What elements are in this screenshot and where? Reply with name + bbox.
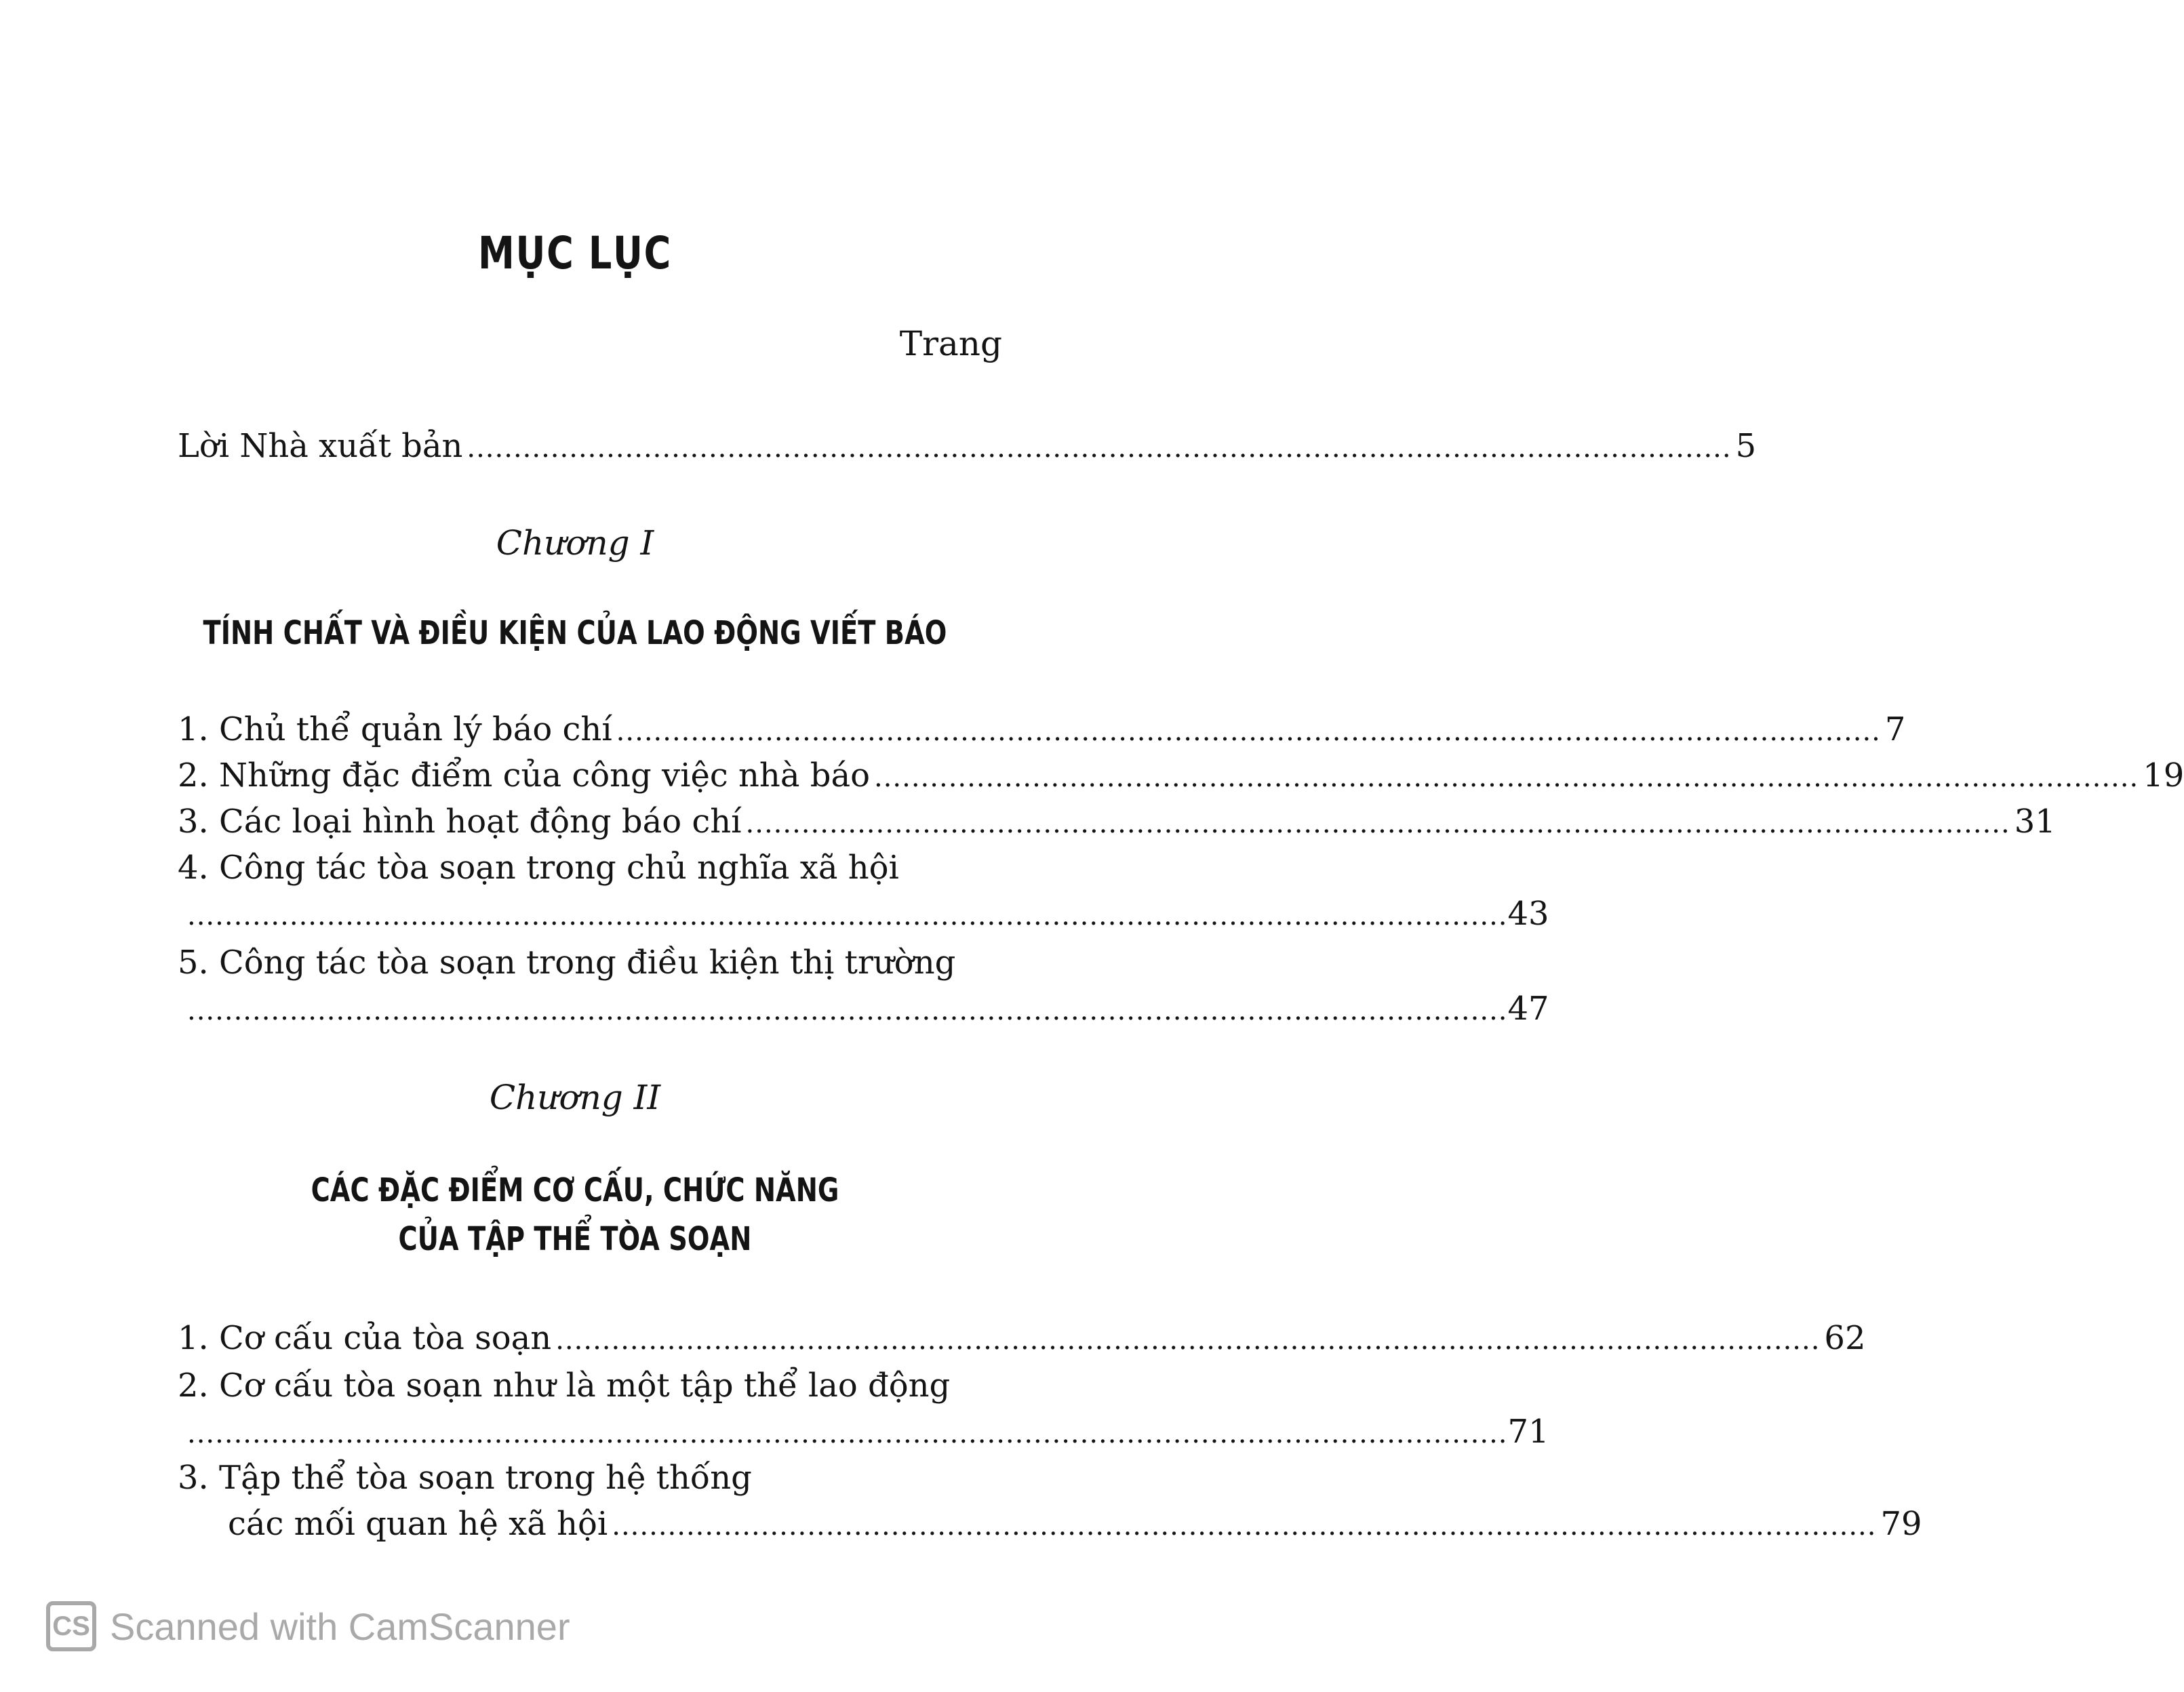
toc-entry-page: 43 [1507,895,1549,933]
toc-entry-label: các mối quan hệ xã hội [228,1505,608,1543]
toc-entry-label: Lời Nhà xuất bản [178,427,463,465]
chapter-heading [115,609,1035,658]
chapter-heading-line: TÍNH CHẤT VÀ ĐIỀU KIỆN CỦA LAO ĐỘNG VIẾT BÁO [203,614,947,652]
toc-entry-label: 5. Công tác tòa soạn trong điều kiện thị trường [178,944,956,982]
dot-leader: .............................................................................................................................................. [187,995,1508,1026]
dot-leader: ........................................................................................................................................ [612,1510,1877,1542]
toc-entry [178,1318,1866,1361]
toc-entry-page: 47 [1507,990,1549,1028]
toc-entry-preface [178,426,1757,468]
toc-entry-page: 5 [1735,427,1757,465]
toc-entry-label: 1. Cơ cấu của tòa soạn [178,1319,552,1357]
chapter-label: Chương I [496,523,654,563]
toc-entry [178,801,2056,844]
chapter-heading-line: CÁC ĐẶC ĐIỂM CƠ CẤU, CHỨC NĂNG [311,1171,839,1209]
toc-entry-page: 31 [2014,803,2056,841]
dot-leader: ........................................................................................................................................ [466,432,1732,464]
chapter-heading-line: CỦA TẬP THỂ TÒA SOẠN [398,1220,752,1258]
dot-leader: ........................................................................................................................................ [555,1325,1821,1356]
toc-entry-label: 3. Các loại hình hoạt động báo chí [178,803,742,841]
toc-entry-page: 79 [1880,1505,1922,1543]
toc-entry-label: 2. Cơ cấu tòa soạn như là một tập thể lao động [178,1367,951,1405]
chapter-label: Chương II [489,1078,661,1117]
page-column-label: Trang [899,324,1002,363]
toc-entry-continuation [187,1411,1549,1454]
dot-leader: ........................................................................................................................................ [745,808,2010,839]
watermark-text: Scanned with CamScanner [110,1605,570,1648]
dot-leader: ........................................................................................................................................ [873,762,2139,793]
chapter-heading [115,1166,1035,1264]
toc-entry [178,755,2184,798]
dot-leader: ........................................................................................................................................ [616,716,1881,747]
toc-entry-label: 1. Chủ thể quản lý báo chí [178,710,612,748]
toc-entry-continuation [228,1504,1922,1546]
dot-leader: .............................................................................................................................................. [187,900,1508,931]
toc-entry-page: 71 [1507,1413,1549,1451]
dot-leader: .............................................................................................................................................. [187,1418,1508,1449]
toc-entry-page: 62 [1824,1319,1866,1357]
scanner-watermark [46,1601,570,1651]
toc-entry-page: 19 [2143,757,2184,794]
camscanner-logo-icon: CS [46,1601,96,1651]
toc-entry-label: 4. Công tác tòa soạn trong chủ nghĩa xã hội [178,849,899,887]
toc-entry-continuation [187,893,1549,936]
page-title: MỤC LỤC [477,227,673,279]
toc-entry [178,709,1906,752]
toc-entry-page: 7 [1884,710,1906,748]
toc-entry-label: 3. Tập thể tòa soạn trong hệ thống [178,1459,752,1497]
toc-entry-label: 2. Những đặc điểm của công việc nhà báo [178,757,870,794]
toc-entry-continuation [187,988,1549,1031]
